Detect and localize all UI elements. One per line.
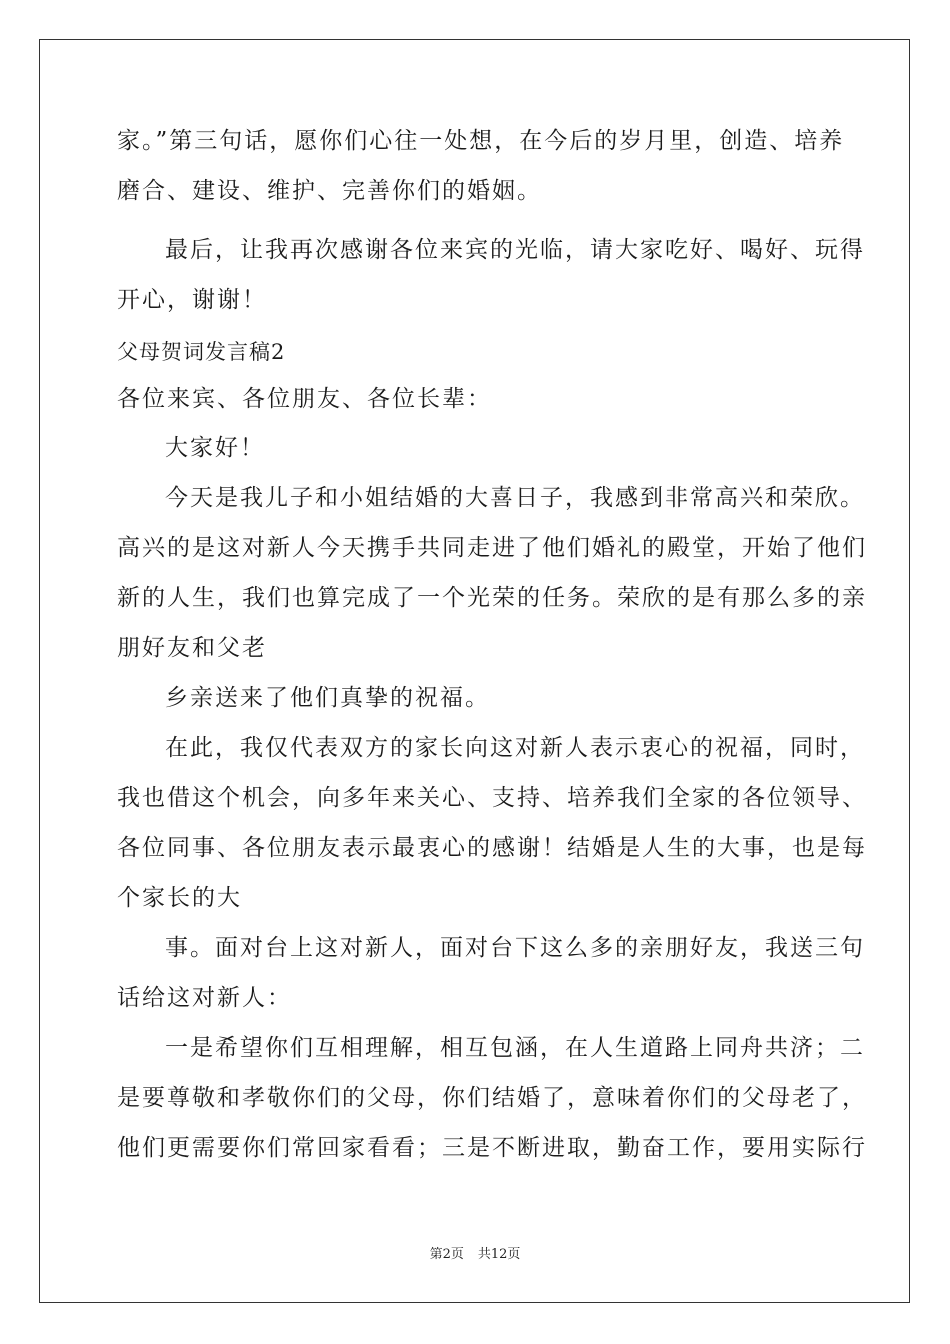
- text-line: 各位同事、各位朋友表示最衷心的感谢！结婚是人生的大事，也是每: [117, 835, 867, 861]
- text-line: 是要尊敬和孝敬你们的父母，你们结婚了，意味着你们的父母老了，: [117, 1085, 867, 1111]
- text-line: 个家长的大: [117, 885, 242, 911]
- text-line: 高兴的是这对新人今天携手共同走进了他们婚礼的殿堂，开始了他们: [117, 535, 867, 561]
- text-line: 家。”第三句话，愿你们心往一处想，在今后的岁月里，创造、培养: [117, 128, 845, 154]
- page-total: 共12页: [477, 1247, 521, 1262]
- text-line: 他们更需要你们常回家看看；三是不断进取，勤奋工作，要用实际行: [117, 1135, 867, 1161]
- text-line: 一是希望你们互相理解，相互包涵，在人生道路上同舟共济；二: [165, 1035, 865, 1061]
- page-number: 第2页: [429, 1247, 464, 1262]
- text-line: 事。面对台上这对新人，面对台下这么多的亲朋好友，我送三句: [165, 935, 865, 961]
- text-line: 新的人生，我们也算完成了一个光荣的任务。荣欣的是有那么多的亲: [117, 585, 867, 611]
- text-line: 磨合、建设、维护、完善你们的婚姻。: [117, 178, 542, 204]
- page-footer: [0, 1246, 950, 1264]
- text-line: 在此，我仅代表双方的家长向这对新人表示衷心的祝福，同时，: [165, 735, 865, 761]
- text-line: 最后，让我再次感谢各位来宾的光临，请大家吃好、喝好、玩得: [165, 237, 865, 263]
- text-line: 开心，谢谢！: [117, 287, 267, 313]
- section-heading: 父母贺词发言稿2: [117, 340, 286, 364]
- salutation: 各位来宾、各位朋友、各位长辈：: [117, 386, 492, 412]
- page-border: [39, 39, 910, 1303]
- text-line: 我也借这个机会，向多年来关心、支持、培养我们全家的各位领导、: [117, 785, 867, 811]
- greeting: 大家好！: [165, 435, 265, 461]
- text-line: 今天是我儿子和小姐结婚的大喜日子，我感到非常高兴和荣欣。: [165, 485, 865, 511]
- text-line: 话给这对新人：: [117, 985, 292, 1011]
- text-line: 朋好友和父老: [117, 635, 267, 661]
- text-line: 乡亲送来了他们真挚的祝福。: [165, 685, 490, 711]
